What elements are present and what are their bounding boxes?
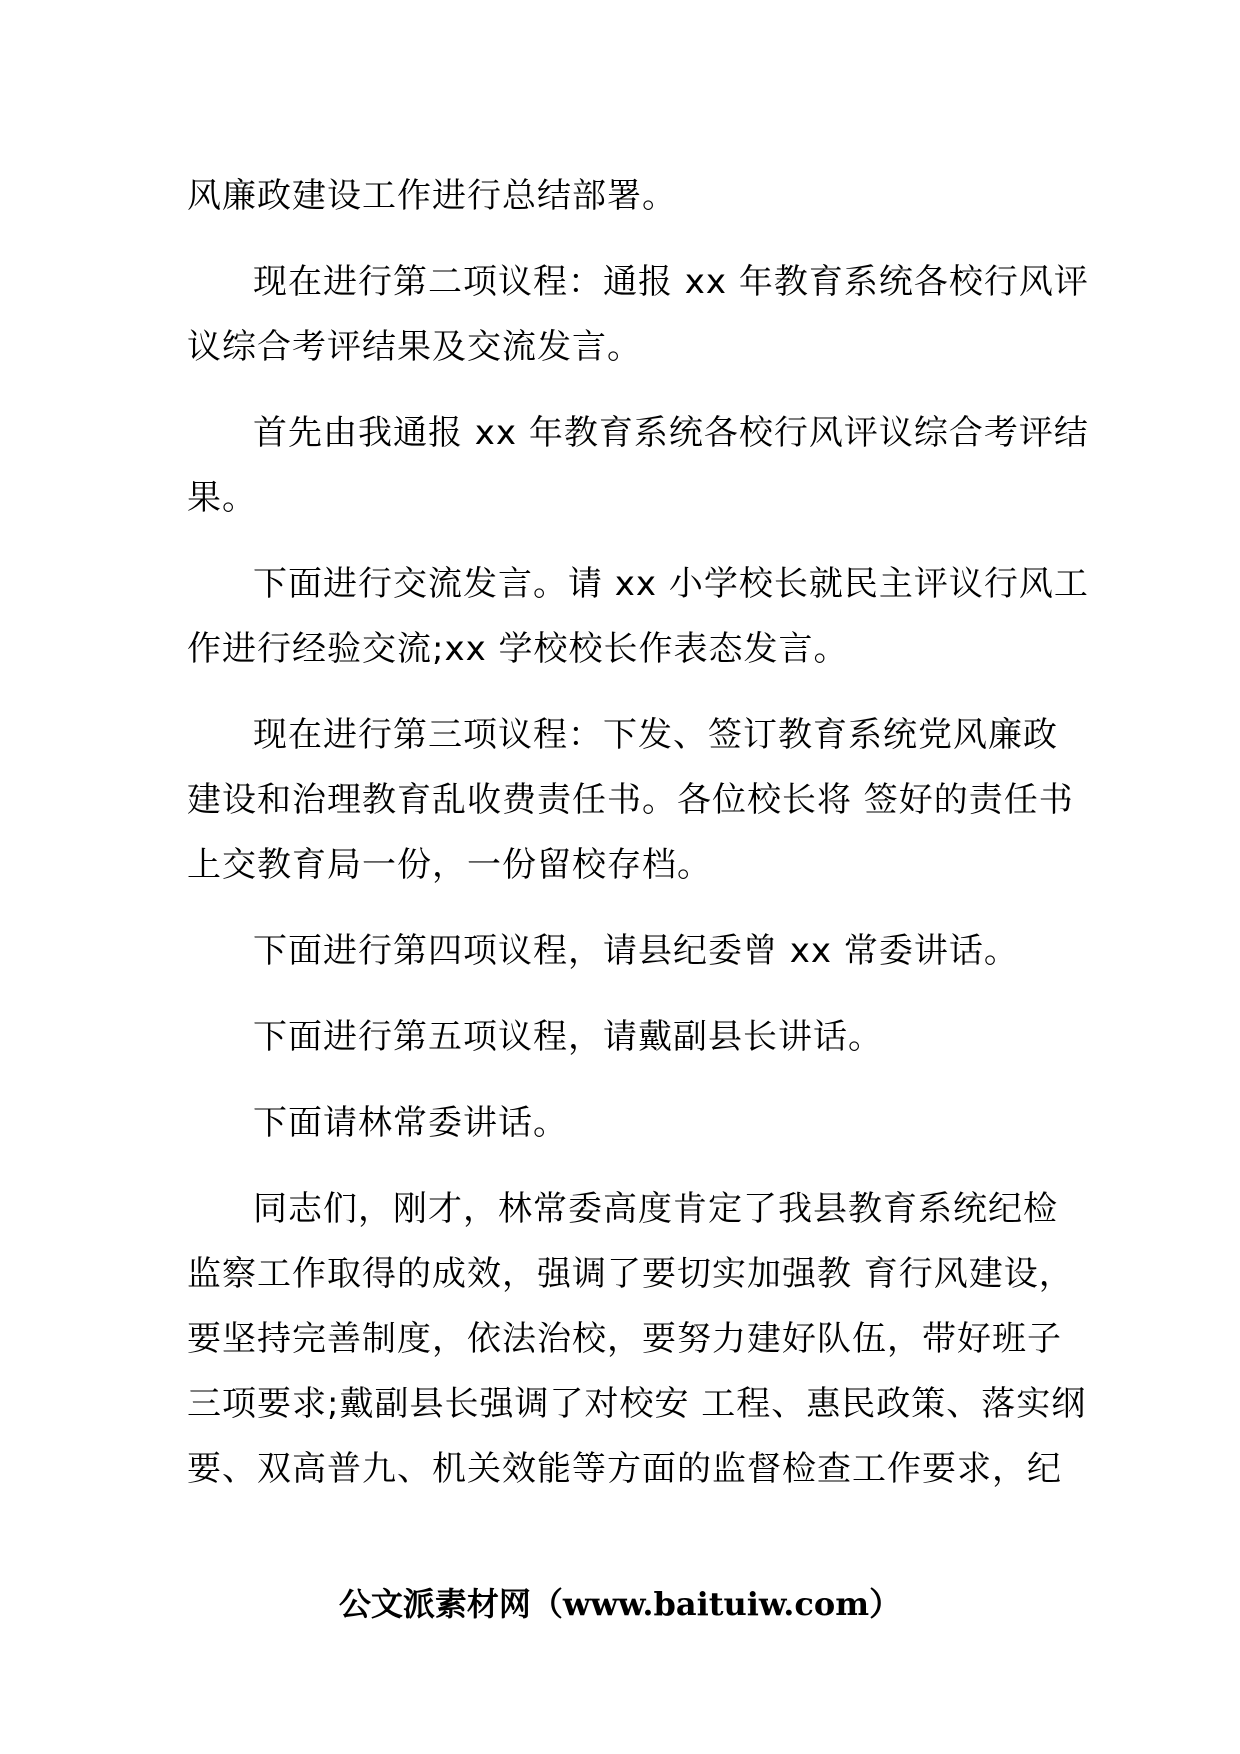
text-line: 监察工作取得的成效，强调了要切实加强教 育行风建设， (187, 1254, 1074, 1294)
paragraph-6 (187, 919, 1053, 984)
text-line: 现在进行第二项议程：通报 xx 年教育系统各校行风评 (253, 262, 1089, 302)
text-line: 下面请林常委讲话。 (253, 1103, 568, 1143)
paragraph-1 (187, 164, 1053, 229)
text-line: 同志们，刚才，林常委高度肯定了我县教育系统纪检 (253, 1189, 1058, 1229)
footer-source-line: 公文派素材网（www.baituiw.com） (338, 1585, 902, 1623)
text-line: 议综合考评结果及交流发言。 (187, 327, 642, 367)
text-line: 上交教育局一份，一份留校存档。 (187, 845, 712, 885)
paragraph-5 (187, 703, 1074, 898)
document-body (187, 164, 1089, 1523)
text-line: 要坚持完善制度，依法治校，要努力建好队伍，带好班子 (187, 1319, 1062, 1359)
text-line: 现在进行第三项议程：下发、签订教育系统党风廉政 (253, 715, 1058, 755)
paragraph-9 (187, 1177, 1087, 1502)
text-line: 风廉政建设工作进行总结部署。 (187, 176, 677, 216)
paragraph-2 (187, 250, 1089, 380)
paragraph-3 (187, 401, 1089, 531)
paragraph-8 (187, 1091, 1053, 1156)
text-line: 三项要求;戴副县长强调了对校安 工程、惠民政策、落实纲 (187, 1384, 1087, 1424)
paragraph-7 (187, 1005, 1053, 1070)
text-line: 下面进行交流发言。请 xx 小学校长就民主评议行风工 (253, 564, 1089, 604)
text-line: 首先由我通报 xx 年教育系统各校行风评议综合考评结 (253, 413, 1089, 453)
paragraph-4 (187, 552, 1089, 682)
text-line: 要、双高普九、机关效能等方面的监督检查工作要求，纪 (187, 1449, 1062, 1489)
text-line: 建设和治理教育乱收费责任书。各位校长将 签好的责任书 (187, 780, 1074, 820)
text-line: 下面进行第四项议程，请县纪委曾 xx 常委讲话。 (253, 931, 1019, 971)
text-line: 下面进行第五项议程，请戴副县长讲话。 (253, 1017, 883, 1057)
text-line: 果。 (187, 478, 257, 518)
text-line: 作进行经验交流;xx 学校校长作表态发言。 (187, 629, 849, 669)
